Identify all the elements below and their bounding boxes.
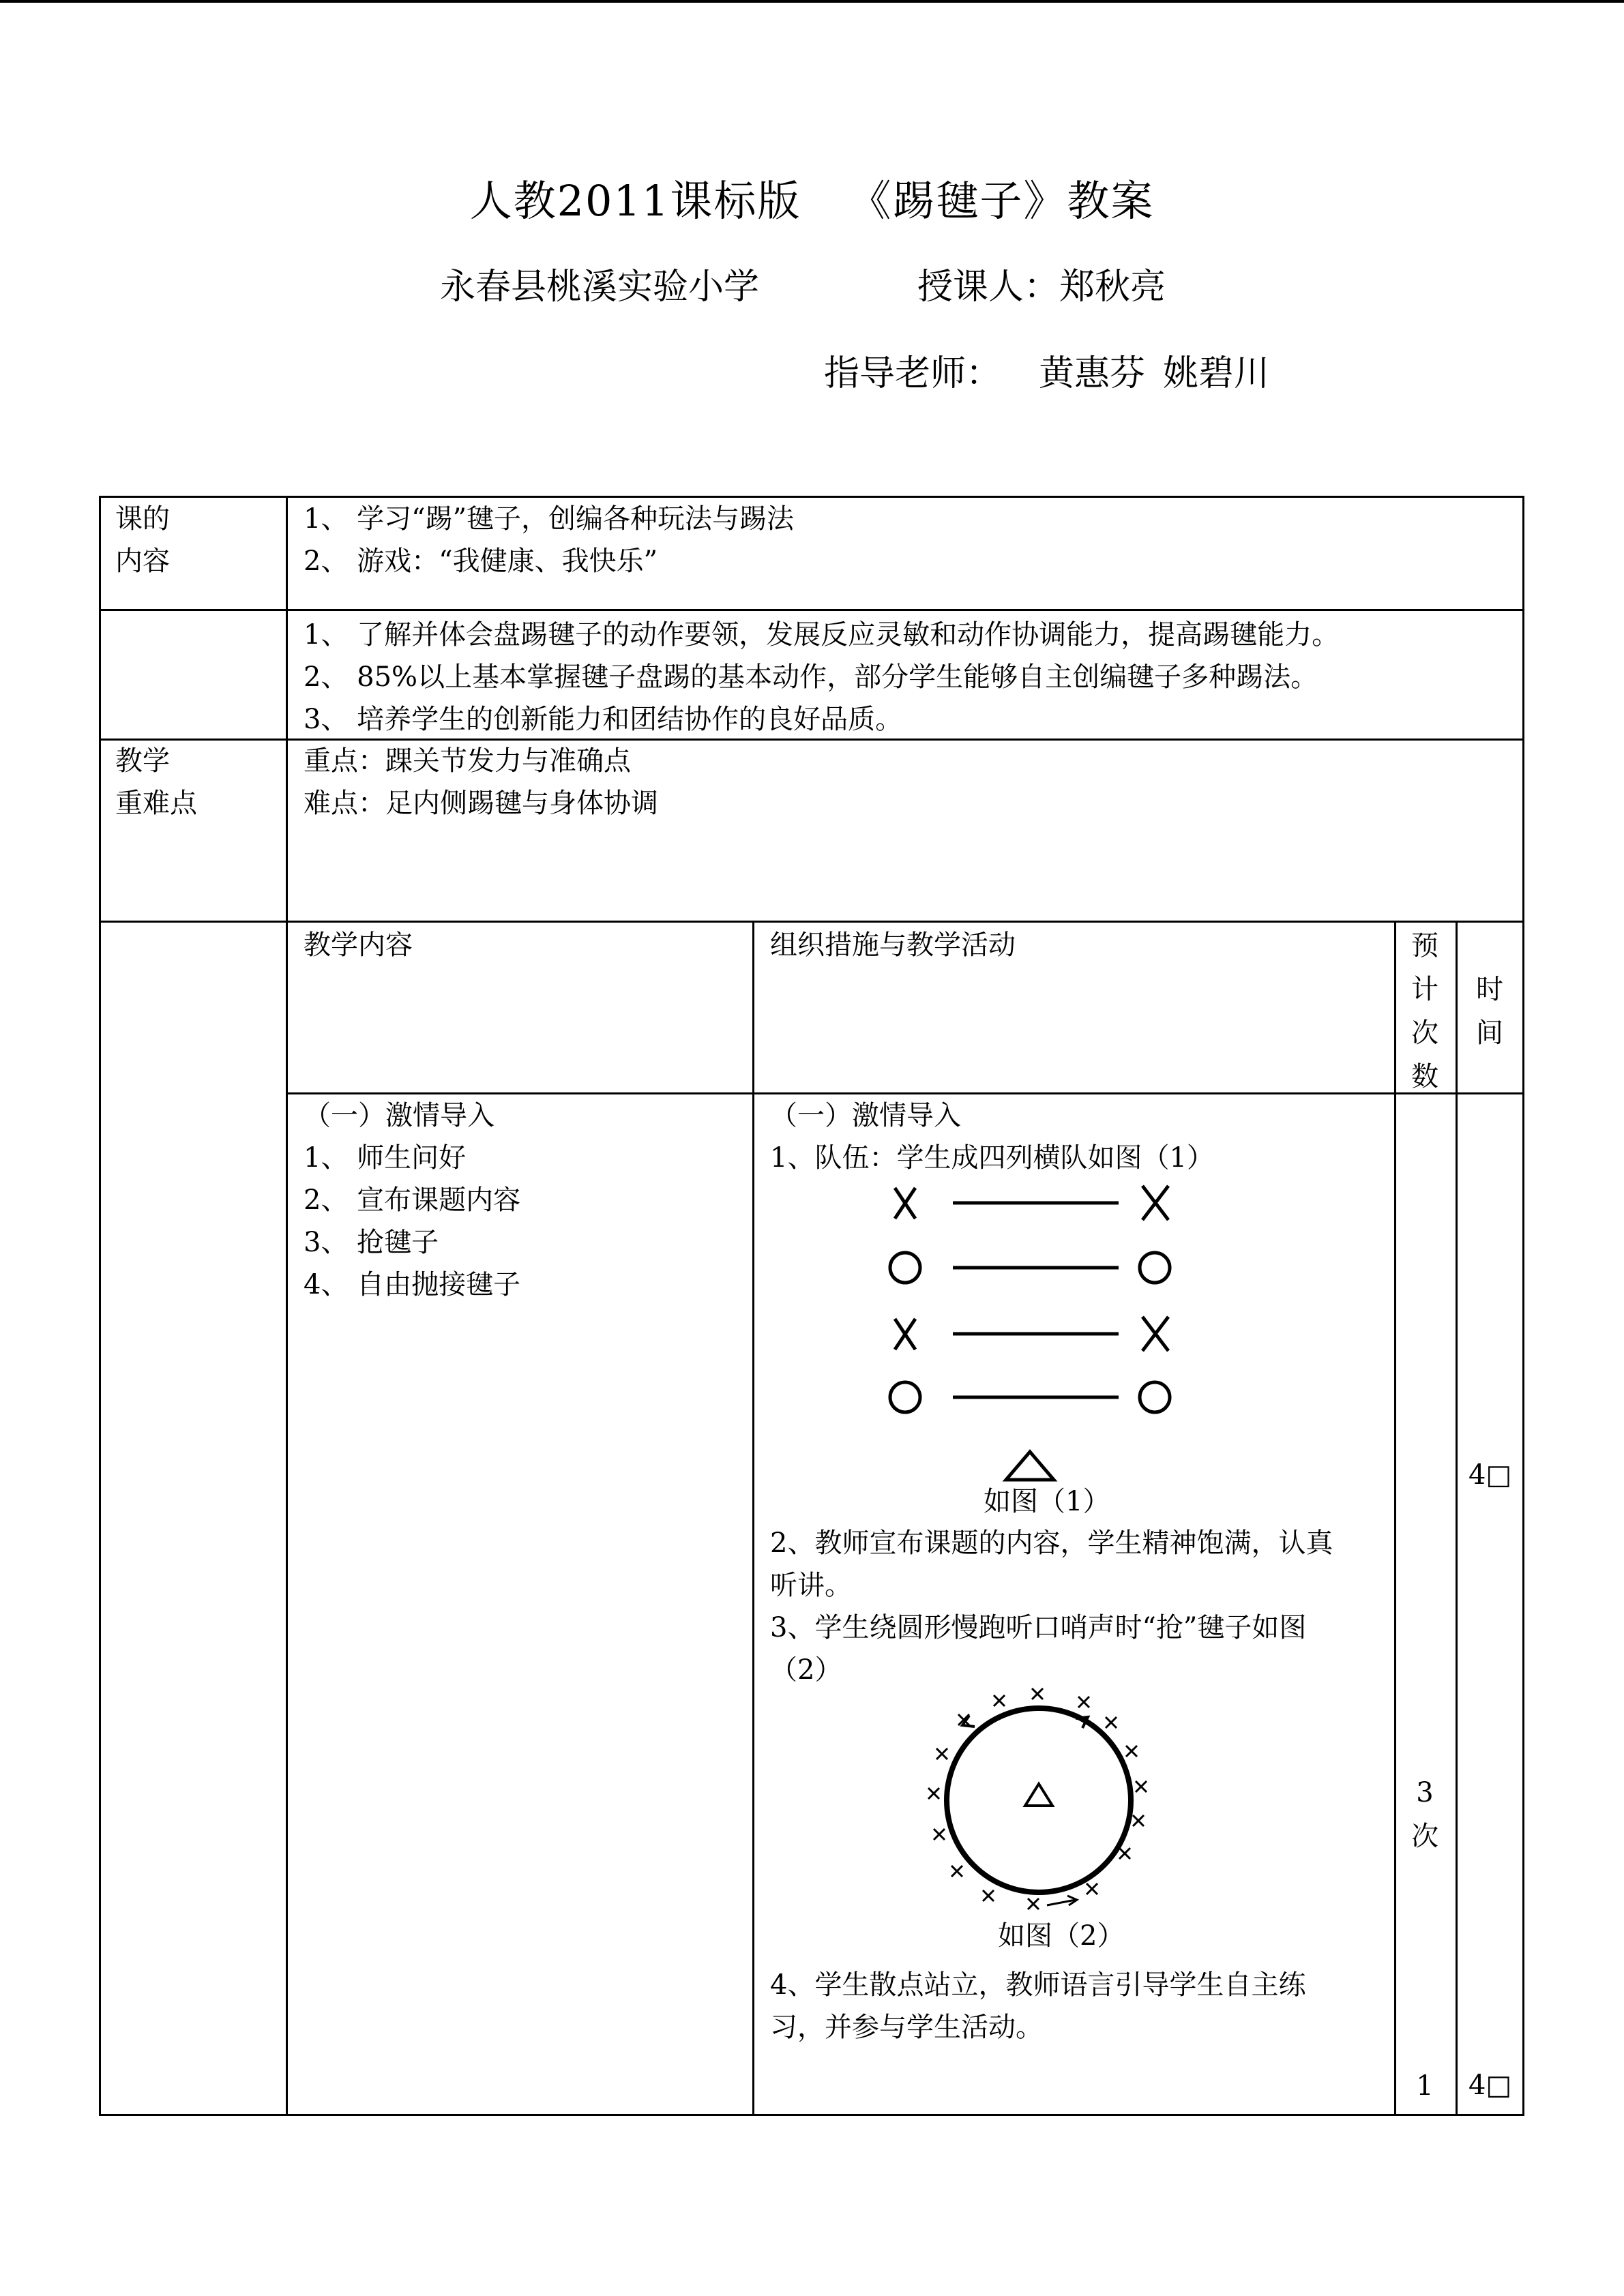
activity-step: 习，并参与学生活动。 [770, 2012, 1043, 2043]
list-item: 3、 培养学生的创新能力和团结协作的良好品质。 [304, 704, 903, 735]
list-item: 2、 85%以上基本掌握毽子盘踢的基本动作，部分学生能够自主创编毽子多种踢法。 [304, 661, 1318, 693]
students-ring [928, 1688, 1147, 1909]
advisor-1: 黄惠芬 [1039, 353, 1146, 394]
lecturer: 授课人：郑秋亮 [917, 267, 1166, 308]
advisor-2: 姚碧川 [1163, 353, 1270, 394]
table-border-bottom [99, 2114, 1524, 2116]
figure-2-caption: 如图（2） [998, 1920, 1125, 1952]
direction-arrow-icon [1076, 1717, 1088, 1728]
count-value: 3 [1416, 1777, 1434, 1808]
teacher-triangle-icon [1025, 1784, 1052, 1806]
col-header-activities: 组织措施与教学活动 [770, 929, 1016, 961]
list-item: 1、 了解并体会盘踢毽子的动作要领，发展反应灵敏和动作协调能力，提高踢毽能力。 [304, 619, 1340, 651]
col-divider [752, 921, 754, 2116]
key-points-items [304, 740, 658, 824]
label-line: 重难点 [115, 788, 197, 819]
figure-1-caption: 如图（1） [984, 1486, 1110, 1517]
activity-step: 4、学生散点站立，教师语言引导学生自主练 [770, 1969, 1306, 2001]
activity-step: 听讲。 [770, 1570, 852, 1601]
intro-activities-mid [770, 1522, 1333, 1691]
teacher-triangle-icon [1006, 1452, 1054, 1480]
section-heading: （一）激情导入 [770, 1100, 961, 1131]
list-item: 4、 自由抛接毽子 [304, 1269, 521, 1300]
list-item: 2、 游戏：“我健康、我快乐” [304, 546, 658, 577]
intro-activities-top [770, 1094, 1214, 1179]
time-cell-2: 4□ [1468, 2070, 1512, 2101]
label-line: 课的 [115, 503, 170, 535]
count-unit: 次 [1411, 1821, 1438, 1852]
list-item: 重点：踝关节发力与准确点 [304, 745, 631, 777]
list-item: 1、 师生问好 [304, 1142, 467, 1174]
count-cell-2: 1 [1416, 2070, 1434, 2102]
formation-figure-1 [883, 1178, 1306, 1519]
intro-content [304, 1094, 520, 1306]
row-3 [895, 1317, 1168, 1351]
content-items [304, 498, 794, 582]
header-char: 次 [1411, 1017, 1438, 1049]
list-item: 3、 抢毽子 [304, 1227, 439, 1258]
objective-items [304, 614, 1339, 741]
activity-step: （2） [770, 1654, 842, 1686]
header-char: 计 [1411, 974, 1438, 1005]
col-divider [1394, 921, 1396, 2116]
key-points-label [115, 740, 197, 824]
top-border-line [0, 0, 1624, 3]
col-header-time [1473, 968, 1506, 1055]
row-divider [99, 609, 1524, 611]
page-title [0, 167, 1624, 228]
table-border-left [99, 496, 101, 2116]
activity-step: 3、学生绕圆形慢跑听口哨声时“抢”毽子如图 [770, 1612, 1307, 1643]
advisors-line [824, 344, 1269, 396]
title-edition: 人教2011课标版 [469, 176, 801, 226]
circle-run-figure-2 [917, 1686, 1163, 1918]
content-label [115, 498, 170, 582]
col-header-content: 教学内容 [304, 929, 413, 961]
direction-arrow-icon [962, 1716, 975, 1727]
label-line: 教学 [115, 745, 170, 777]
section-heading: （一）激情导入 [304, 1100, 494, 1131]
row-2 [890, 1253, 1170, 1283]
advisors-label: 指导老师： [824, 353, 1002, 394]
header-char: 间 [1476, 1017, 1503, 1049]
intro-activities-bottom [770, 1964, 1305, 2048]
header-char: 数 [1411, 1061, 1438, 1092]
col-header-count [1408, 924, 1441, 1099]
table-border-right [1522, 496, 1524, 2116]
list-item: 难点：足内侧踢毽与身体协调 [304, 788, 658, 819]
label-line: 内容 [115, 546, 170, 577]
list-item: 2、 宣布课题内容 [304, 1184, 521, 1216]
activity-step: 2、教师宣布课题的内容，学生精神饱满，认真 [770, 1527, 1333, 1559]
header-char: 预 [1411, 930, 1438, 961]
col-divider [1456, 921, 1458, 2116]
school-line [440, 258, 1166, 309]
activity-step: 1、队伍：学生成四列横队如图（1） [770, 1142, 1214, 1174]
time-cell-1: 4□ [1468, 1459, 1512, 1491]
running-circle [947, 1708, 1131, 1892]
row-divider [99, 921, 1524, 923]
count-cell-1 [1408, 1771, 1441, 1858]
header-char: 时 [1476, 974, 1503, 1005]
title-lesson: 《踢毽子》教案 [848, 176, 1155, 226]
list-item: 1、 学习“踢”毽子，创编各种玩法与踢法 [304, 503, 795, 535]
col-divider [286, 496, 288, 2116]
lesson-plan-table [99, 496, 1524, 2116]
school-name: 永春县桃溪实验小学 [440, 267, 760, 308]
row-4 [890, 1382, 1170, 1412]
row-1 [895, 1186, 1168, 1220]
